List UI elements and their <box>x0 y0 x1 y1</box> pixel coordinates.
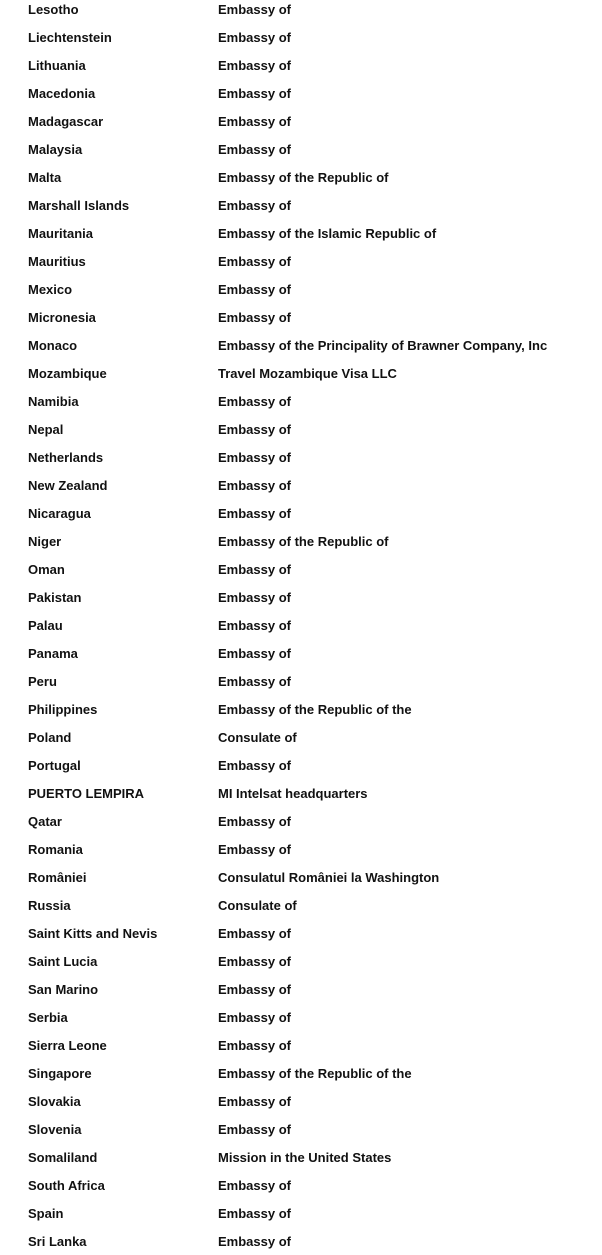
country-name: Saint Kitts and Nevis <box>28 925 158 941</box>
mission-name: Embassy of the Republic of <box>218 169 389 185</box>
list-item <box>0 107 602 135</box>
list-item <box>0 723 602 751</box>
list-item <box>0 1115 602 1143</box>
list-item <box>0 891 602 919</box>
mission-name: Embassy of <box>218 925 291 941</box>
country-name: Saint Lucia <box>28 953 98 969</box>
list-item <box>0 975 602 1003</box>
country-name: PUERTO LEMPIRA <box>28 785 145 801</box>
list-item <box>0 387 602 415</box>
mission-name: Embassy of <box>218 1 291 17</box>
mission-name: Mission in the United States <box>218 1149 392 1165</box>
country-name: Oman <box>28 561 65 577</box>
list-item <box>0 415 602 443</box>
mission-name: Embassy of <box>218 281 291 297</box>
list-item <box>0 219 602 247</box>
list-item <box>0 667 602 695</box>
mission-name: Embassy of <box>218 1037 291 1053</box>
country-name: Singapore <box>28 1065 92 1081</box>
country-name: Nepal <box>28 421 64 437</box>
list-item <box>0 163 602 191</box>
list-item <box>0 947 602 975</box>
country-name: Peru <box>28 673 57 689</box>
list-item <box>0 555 602 583</box>
list-item <box>0 863 602 891</box>
country-name: South Africa <box>28 1177 105 1193</box>
mission-name: Embassy of <box>218 253 291 269</box>
list-item <box>0 331 602 359</box>
list-item <box>0 23 602 51</box>
country-name: Philippines <box>28 701 98 717</box>
country-name: Lithuania <box>28 57 86 73</box>
mission-name: Embassy of <box>218 449 291 465</box>
list-item <box>0 1003 602 1031</box>
country-name: Slovakia <box>28 1093 81 1109</box>
mission-name: Embassy of <box>218 197 291 213</box>
country-name: New Zealand <box>28 477 108 493</box>
mission-name: Embassy of <box>218 589 291 605</box>
country-name: Mexico <box>28 281 73 297</box>
mission-name: Embassy of <box>218 1233 291 1249</box>
country-name: Liechtenstein <box>28 29 112 45</box>
mission-name: Embassy of <box>218 29 291 45</box>
country-name: Poland <box>28 729 72 745</box>
country-name: Namibia <box>28 393 79 409</box>
list-item <box>0 275 602 303</box>
list-item <box>0 191 602 219</box>
list-item <box>0 135 602 163</box>
country-name: Portugal <box>28 757 81 773</box>
list-item <box>0 499 602 527</box>
mission-name: Embassy of <box>218 57 291 73</box>
list-item <box>0 1031 602 1059</box>
list-item <box>0 695 602 723</box>
country-name: Lesotho <box>28 1 79 17</box>
country-name: Niger <box>28 533 62 549</box>
country-name: Nicaragua <box>28 505 91 521</box>
country-name: Macedonia <box>28 85 96 101</box>
list-item <box>0 1087 602 1115</box>
country-name: Mauritania <box>28 225 94 241</box>
mission-name: Embassy of the Islamic Republic of <box>218 225 437 241</box>
country-name: San Marino <box>28 981 99 997</box>
list-item <box>0 1227 602 1255</box>
country-name: Sri Lanka <box>28 1233 87 1249</box>
mission-name: Embassy of <box>218 673 291 689</box>
country-name: Palau <box>28 617 63 633</box>
list-item <box>0 51 602 79</box>
country-name: Russia <box>28 897 71 913</box>
country-name: Romania <box>28 841 83 857</box>
list-item <box>0 751 602 779</box>
list-item <box>0 443 602 471</box>
list-item <box>0 1199 602 1227</box>
list-item <box>0 527 602 555</box>
country-name: Malaysia <box>28 141 83 157</box>
mission-name: Embassy of <box>218 1009 291 1025</box>
mission-name: Embassy of <box>218 309 291 325</box>
mission-name: Embassy of <box>218 85 291 101</box>
country-name: Qatar <box>28 813 62 829</box>
list-item <box>0 1059 602 1087</box>
mission-name: Embassy of <box>218 1121 291 1137</box>
mission-name: Embassy of <box>218 561 291 577</box>
mission-name: Consulatul României la Washington <box>218 869 440 885</box>
country-name: Somaliland <box>28 1149 98 1165</box>
country-name: Madagascar <box>28 113 104 129</box>
list-item <box>0 247 602 275</box>
mission-name: Embassy of <box>218 645 291 661</box>
mission-name: Embassy of <box>218 757 291 773</box>
mission-name: Embassy of <box>218 1205 291 1221</box>
country-name: Marshall Islands <box>28 197 130 213</box>
mission-name: Embassy of <box>218 505 291 521</box>
list-item <box>0 359 602 387</box>
country-name: Mauritius <box>28 253 86 269</box>
country-name: Micronesia <box>28 309 96 325</box>
mission-name: Embassy of <box>218 841 291 857</box>
country-name: României <box>28 869 87 885</box>
country-name: Pakistan <box>28 589 82 605</box>
list-item <box>0 1171 602 1199</box>
country-name: Malta <box>28 169 62 185</box>
list-item <box>0 1143 602 1171</box>
mission-name: Embassy of <box>218 813 291 829</box>
list-item <box>0 919 602 947</box>
mission-name: Embassy of <box>218 477 291 493</box>
list-item <box>0 0 602 23</box>
mission-name: Embassy of <box>218 393 291 409</box>
list-item <box>0 807 602 835</box>
mission-name: Embassy of <box>218 1177 291 1193</box>
list-item <box>0 303 602 331</box>
mission-name: Consulate of <box>218 729 297 745</box>
mission-name: Embassy of the Republic of <box>218 533 389 549</box>
mission-name: Embassy of <box>218 953 291 969</box>
mission-name: MI Intelsat headquarters <box>218 785 368 801</box>
country-name: Panama <box>28 645 78 661</box>
mission-name: Embassy of <box>218 113 291 129</box>
country-name: Mozambique <box>28 365 107 381</box>
list-item <box>0 779 602 807</box>
list-item <box>0 471 602 499</box>
list-item <box>0 639 602 667</box>
country-name: Slovenia <box>28 1121 82 1137</box>
mission-name: Embassy of the Republic of the <box>218 701 412 717</box>
country-name: Sierra Leone <box>28 1037 107 1053</box>
mission-name: Travel Mozambique Visa LLC <box>218 365 397 381</box>
list-item <box>0 79 602 107</box>
mission-name: Embassy of <box>218 141 291 157</box>
country-name: Serbia <box>28 1009 68 1025</box>
country-name: Monaco <box>28 337 78 353</box>
mission-name: Embassy of <box>218 421 291 437</box>
country-name: Spain <box>28 1205 64 1221</box>
list-item <box>0 835 602 863</box>
mission-name: Embassy of <box>218 981 291 997</box>
list-item <box>0 611 602 639</box>
country-name: Netherlands <box>28 449 104 465</box>
mission-name: Embassy of <box>218 617 291 633</box>
mission-name: Embassy of the Principality of Brawner Company, Inc <box>218 337 548 353</box>
mission-name: Consulate of <box>218 897 297 913</box>
mission-name: Embassy of the Republic of the <box>218 1065 412 1081</box>
list-item <box>0 583 602 611</box>
mission-name: Embassy of <box>218 1093 291 1109</box>
